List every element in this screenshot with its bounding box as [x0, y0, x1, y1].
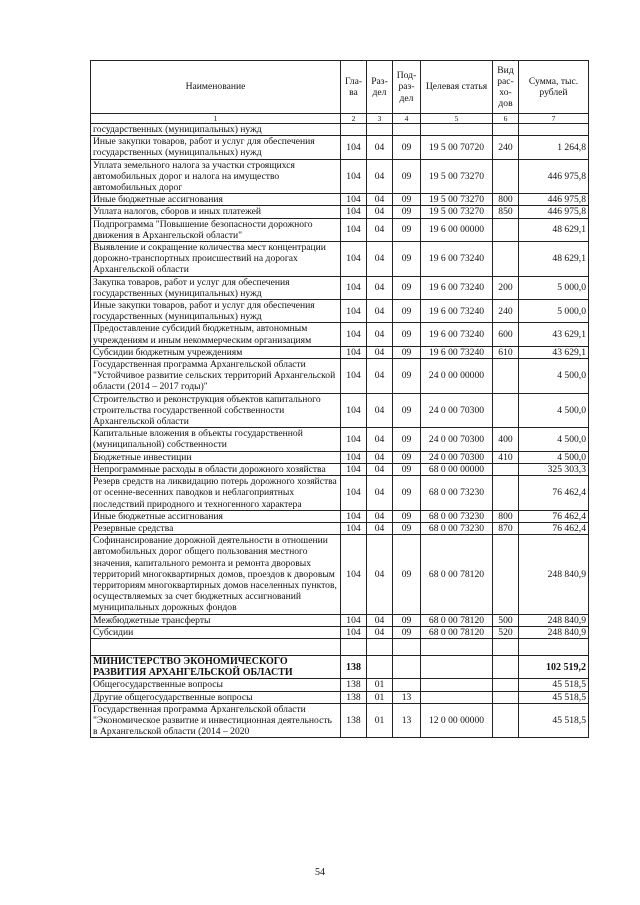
row-name: Иные закупки товаров, работ и услуг для обеспечения государственных (муниципальных) нужд [91, 136, 341, 159]
row-subsection: 09 [393, 346, 421, 358]
row-target-article: 24 0 00 70300 [421, 393, 493, 428]
row-target-article [421, 679, 493, 691]
row-subsection: 09 [393, 522, 421, 534]
row-chapter: 104 [341, 194, 367, 206]
row-section: 04 [367, 451, 393, 463]
column-number-row [91, 114, 589, 124]
row-amount: 45 518,5 [519, 691, 589, 703]
row-amount [519, 124, 589, 136]
row-amount: 43 629,1 [519, 323, 589, 346]
row-subsection [393, 124, 421, 136]
row-expense-type [493, 218, 519, 241]
row-expense-type [493, 691, 519, 703]
row-section: 01 [367, 679, 393, 691]
table-row [91, 463, 589, 475]
row-amount: 1 264,8 [519, 136, 589, 159]
row-name: МИНИСТЕРСТВО ЭКОНОМИЧЕСКОГО РАЗВИТИЯ АРХАНГЕЛЬСКОЙ ОБЛАСТИ [91, 655, 341, 678]
column-number: 2 [341, 114, 367, 124]
row-subsection: 09 [393, 614, 421, 626]
row-section: 04 [367, 206, 393, 218]
row-expense-type [493, 655, 519, 678]
row-subsection: 09 [393, 393, 421, 428]
row-expense-type [493, 242, 519, 277]
table-row [91, 242, 589, 277]
row-expense-type [493, 159, 519, 194]
page-number: 54 [315, 867, 325, 878]
table-row [91, 679, 589, 691]
row-amount: 102 519,2 [519, 655, 589, 678]
row-expense-type [493, 535, 519, 614]
table-row [91, 451, 589, 463]
row-amount: 325 303,3 [519, 463, 589, 475]
row-chapter: 104 [341, 535, 367, 614]
row-expense-type [493, 476, 519, 511]
header-row [91, 61, 589, 114]
table-row [91, 136, 589, 159]
row-section: 04 [367, 393, 393, 428]
row-section [367, 655, 393, 678]
row-subsection: 09 [393, 136, 421, 159]
row-section: 04 [367, 510, 393, 522]
row-expense-type: 870 [493, 522, 519, 534]
row-section: 04 [367, 242, 393, 277]
table-row [91, 510, 589, 522]
row-section [367, 124, 393, 136]
row-target-article: 68 0 00 78120 [421, 626, 493, 638]
row-section: 04 [367, 522, 393, 534]
table-row [91, 323, 589, 346]
row-name: Резерв средств на ликвидацию потерь дорожного хозяйства от осенне-весенних паводков и неблагоприятных последствий природного и техногенного характера [91, 476, 341, 511]
row-amount: 4 500,0 [519, 451, 589, 463]
table-row [91, 159, 589, 194]
row-amount: 5 000,0 [519, 276, 589, 299]
row-target-article: 19 5 00 73270 [421, 206, 493, 218]
row-name: Непрограммные расходы в области дорожного хозяйства [91, 463, 341, 475]
table-row [91, 124, 589, 136]
row-name: Иные бюджетные ассигнования [91, 194, 341, 206]
row-amount: 48 629,1 [519, 242, 589, 277]
row-chapter [341, 638, 367, 655]
row-subsection [393, 638, 421, 655]
row-expense-type: 240 [493, 300, 519, 323]
row-amount: 45 518,5 [519, 703, 589, 738]
row-chapter: 104 [341, 359, 367, 394]
row-amount: 446 975,8 [519, 206, 589, 218]
row-expense-type: 800 [493, 194, 519, 206]
table-row [91, 276, 589, 299]
row-section: 04 [367, 194, 393, 206]
row-amount: 248 840,9 [519, 614, 589, 626]
row-name: государственных (муниципальных) нужд [91, 124, 341, 136]
column-number: 5 [421, 114, 493, 124]
column-number: 1 [91, 114, 341, 124]
row-name: Субсидии [91, 626, 341, 638]
row-section: 01 [367, 703, 393, 738]
row-section: 04 [367, 614, 393, 626]
row-amount: 4 500,0 [519, 393, 589, 428]
row-expense-type: 500 [493, 614, 519, 626]
row-chapter: 138 [341, 691, 367, 703]
budget-table [90, 60, 589, 738]
row-amount: 45 518,5 [519, 679, 589, 691]
row-subsection: 09 [393, 359, 421, 394]
table-row [91, 194, 589, 206]
table-body [91, 124, 589, 738]
row-amount: 43 629,1 [519, 346, 589, 358]
row-chapter: 104 [341, 510, 367, 522]
row-amount: 76 462,4 [519, 476, 589, 511]
row-expense-type: 850 [493, 206, 519, 218]
row-amount: 248 840,9 [519, 626, 589, 638]
row-chapter: 104 [341, 323, 367, 346]
row-amount: 5 000,0 [519, 300, 589, 323]
row-name: Предоставление субсидий бюджетным, автономным учреждениям и иным некоммерческим организациям [91, 323, 341, 346]
row-chapter: 104 [341, 206, 367, 218]
row-section: 04 [367, 136, 393, 159]
row-expense-type: 240 [493, 136, 519, 159]
row-subsection: 13 [393, 703, 421, 738]
row-subsection: 09 [393, 300, 421, 323]
row-chapter: 138 [341, 679, 367, 691]
row-target-article: 19 6 00 73240 [421, 242, 493, 277]
row-chapter: 104 [341, 136, 367, 159]
row-name: Строительство и реконструкция объектов капитального строительства государственной собственности Архангельской области [91, 393, 341, 428]
row-section: 04 [367, 359, 393, 394]
row-section: 04 [367, 463, 393, 475]
row-section [367, 638, 393, 655]
row-name: Иные бюджетные ассигнования [91, 510, 341, 522]
row-expense-type [493, 124, 519, 136]
row-subsection: 09 [393, 626, 421, 638]
row-expense-type: 610 [493, 346, 519, 358]
row-expense-type [493, 463, 519, 475]
column-number: 3 [367, 114, 393, 124]
row-target-article: 19 5 00 73270 [421, 194, 493, 206]
row-target-article: 68 0 00 73230 [421, 510, 493, 522]
row-subsection: 09 [393, 535, 421, 614]
row-subsection: 09 [393, 159, 421, 194]
row-section: 04 [367, 535, 393, 614]
table-row [91, 626, 589, 638]
row-amount: 48 629,1 [519, 218, 589, 241]
row-name: Уплата земельного налога за участки строящихся автомобильных дорог и налога на имущество автомобильных дорог [91, 159, 341, 194]
column-number: 6 [493, 114, 519, 124]
table-row [91, 522, 589, 534]
row-name: Государственная программа Архангельской области "Экономическое развитие и инвестиционная деятельность в Архангельской области (2014 – 2020 [91, 703, 341, 738]
row-subsection: 09 [393, 510, 421, 522]
row-target-article: 24 0 00 70300 [421, 451, 493, 463]
row-target-article: 12 0 00 00000 [421, 703, 493, 738]
row-name: Общегосударственные вопросы [91, 679, 341, 691]
row-subsection: 09 [393, 242, 421, 277]
row-name [91, 638, 341, 655]
row-expense-type [493, 638, 519, 655]
table-row [91, 614, 589, 626]
row-expense-type [493, 359, 519, 394]
table-row [91, 300, 589, 323]
row-section: 04 [367, 428, 393, 451]
row-chapter: 104 [341, 476, 367, 511]
row-amount: 446 975,8 [519, 159, 589, 194]
row-expense-type [493, 703, 519, 738]
row-section: 04 [367, 218, 393, 241]
row-section: 04 [367, 476, 393, 511]
row-target-article [421, 638, 493, 655]
row-target-article [421, 691, 493, 703]
row-chapter: 138 [341, 655, 367, 678]
header-section: Раз-дел [367, 61, 393, 114]
row-chapter: 104 [341, 276, 367, 299]
row-subsection [393, 655, 421, 678]
row-section: 04 [367, 626, 393, 638]
row-expense-type: 410 [493, 451, 519, 463]
row-target-article: 19 5 00 70720 [421, 136, 493, 159]
row-subsection: 09 [393, 428, 421, 451]
row-chapter [341, 124, 367, 136]
row-chapter: 104 [341, 463, 367, 475]
row-amount: 76 462,4 [519, 522, 589, 534]
row-name: Иные закупки товаров, работ и услуг для обеспечения государственных (муниципальных) нужд [91, 300, 341, 323]
row-expense-type [493, 393, 519, 428]
table-row [91, 703, 589, 738]
row-chapter: 104 [341, 626, 367, 638]
row-subsection: 09 [393, 194, 421, 206]
row-chapter: 104 [341, 346, 367, 358]
table-row [91, 535, 589, 614]
column-number: 7 [519, 114, 589, 124]
row-target-article: 68 0 00 78120 [421, 614, 493, 626]
row-name: Государственная программа Архангельской области "Устойчивое развитие сельских территорий Архангельской области (2014 – 2017 годы)" [91, 359, 341, 394]
row-chapter: 138 [341, 703, 367, 738]
row-target-article: 19 5 00 73270 [421, 159, 493, 194]
row-chapter: 104 [341, 522, 367, 534]
row-amount: 4 500,0 [519, 359, 589, 394]
row-chapter: 104 [341, 242, 367, 277]
table-row [91, 476, 589, 511]
row-target-article: 19 6 00 73240 [421, 276, 493, 299]
table-row [91, 655, 589, 678]
table-row [91, 206, 589, 218]
row-target-article: 68 0 00 73230 [421, 522, 493, 534]
row-subsection: 09 [393, 276, 421, 299]
row-target-article: 68 0 00 78120 [421, 535, 493, 614]
row-chapter: 104 [341, 614, 367, 626]
row-name: Подпрограмма "Повышение безопасности дорожного движения в Архангельской области" [91, 218, 341, 241]
row-section: 04 [367, 323, 393, 346]
row-name: Закупка товаров, работ и услуг для обеспечения государственных (муниципальных) нужд [91, 276, 341, 299]
row-target-article: 24 0 00 70300 [421, 428, 493, 451]
document-page [90, 60, 588, 738]
row-expense-type: 600 [493, 323, 519, 346]
row-amount: 446 975,8 [519, 194, 589, 206]
row-target-article: 24 0 00 00000 [421, 359, 493, 394]
table-row [91, 393, 589, 428]
row-subsection: 09 [393, 476, 421, 511]
header-name: Наименование [91, 61, 341, 114]
row-section: 04 [367, 159, 393, 194]
row-amount: 4 500,0 [519, 428, 589, 451]
row-chapter: 104 [341, 428, 367, 451]
table-row [91, 359, 589, 394]
row-subsection: 09 [393, 323, 421, 346]
row-subsection: 09 [393, 451, 421, 463]
row-target-article: 68 0 00 00000 [421, 463, 493, 475]
header-chapter: Гла-ва [341, 61, 367, 114]
table-row [91, 218, 589, 241]
row-section: 01 [367, 691, 393, 703]
row-name: Другие общегосударственные вопросы [91, 691, 341, 703]
header-subsection: Под-раз-дел [393, 61, 421, 114]
row-chapter: 104 [341, 300, 367, 323]
row-amount [519, 638, 589, 655]
row-target-article: 19 6 00 73240 [421, 323, 493, 346]
row-name: Межбюджетные трансферты [91, 614, 341, 626]
row-section: 04 [367, 300, 393, 323]
row-expense-type: 800 [493, 510, 519, 522]
row-name: Резервные средства [91, 522, 341, 534]
row-target-article: 68 0 00 73230 [421, 476, 493, 511]
row-target-article [421, 124, 493, 136]
row-section: 04 [367, 346, 393, 358]
row-section: 04 [367, 276, 393, 299]
row-name: Бюджетные инвестиции [91, 451, 341, 463]
row-target-article [421, 655, 493, 678]
row-name: Капитальные вложения в объекты государственной (муниципальной) собственности [91, 428, 341, 451]
row-name: Софинансирование дорожной деятельности в отношении автомобильных дорог общего пользования местного значения, капитального ремонта и ремонта дворовых территорий многоквартирных домов, проездов к дворовым территориям многоквартирных домов населенных пунктов, осуществляемых за счет бюджетных ассигнований муниципальных дорожных фондов [91, 535, 341, 614]
header-target-article: Целевая статья [421, 61, 493, 114]
column-number: 4 [393, 114, 421, 124]
row-name: Уплата налогов, сборов и иных платежей [91, 206, 341, 218]
row-name: Субсидии бюджетным учреждениям [91, 346, 341, 358]
row-subsection: 13 [393, 691, 421, 703]
row-chapter: 104 [341, 393, 367, 428]
row-subsection: 09 [393, 463, 421, 475]
table-row [91, 691, 589, 703]
row-amount: 76 462,4 [519, 510, 589, 522]
row-chapter: 104 [341, 451, 367, 463]
row-subsection: 09 [393, 206, 421, 218]
row-chapter: 104 [341, 159, 367, 194]
table-row [91, 346, 589, 358]
table-row [91, 638, 589, 655]
row-target-article: 19 6 00 00000 [421, 218, 493, 241]
row-target-article: 19 6 00 73240 [421, 300, 493, 323]
row-expense-type [493, 679, 519, 691]
header-expense-type: Вид рас-хо-дов [493, 61, 519, 114]
header-amount: Сумма, тыс. рублей [519, 61, 589, 114]
row-expense-type: 200 [493, 276, 519, 299]
row-subsection: 09 [393, 218, 421, 241]
row-target-article: 19 6 00 73240 [421, 346, 493, 358]
row-name: Выявление и сокращение количества мест концентрации дорожно-транспортных происшествий на дорогах Архангельской области [91, 242, 341, 277]
row-chapter: 104 [341, 218, 367, 241]
table-row [91, 428, 589, 451]
row-expense-type: 520 [493, 626, 519, 638]
row-amount: 248 840,9 [519, 535, 589, 614]
row-subsection [393, 679, 421, 691]
row-expense-type: 400 [493, 428, 519, 451]
